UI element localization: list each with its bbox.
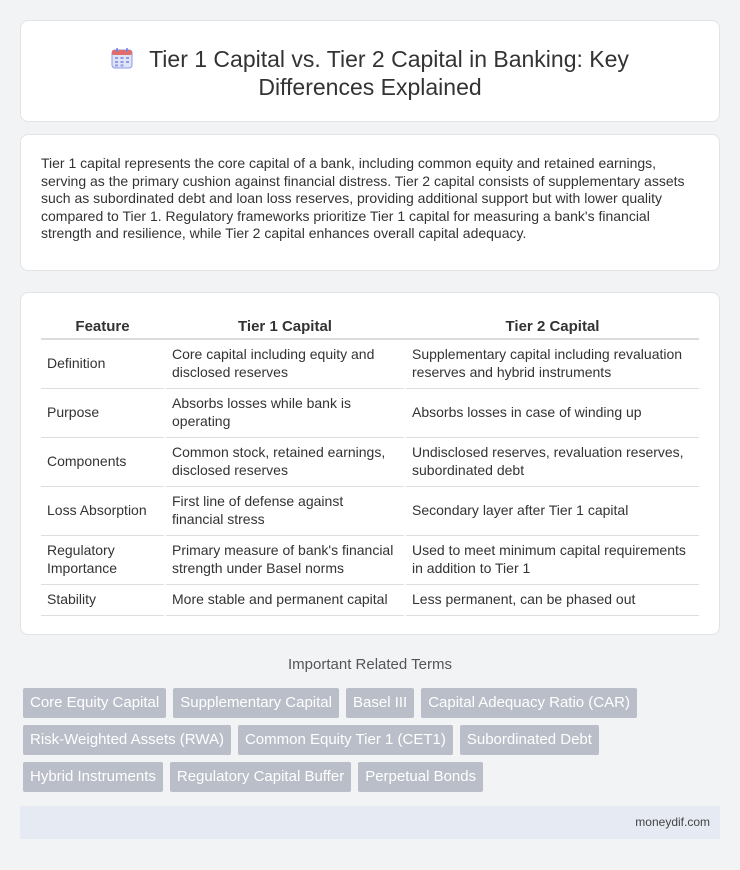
tag-risk-weighted-assets[interactable]: Risk-Weighted Assets (RWA)	[23, 725, 231, 755]
tier2-cell: Absorbs losses in case of winding up	[405, 388, 699, 437]
feature-cell: Loss Absorption	[41, 486, 165, 535]
feature-cell: Regulatory Importance	[41, 535, 165, 584]
header-feature: Feature	[41, 315, 165, 339]
footer-site-link[interactable]: moneydif.com	[635, 815, 710, 829]
tier2-cell: Less permanent, can be phased out	[405, 584, 699, 615]
table-row	[41, 535, 699, 584]
comparison-table	[41, 315, 699, 616]
tier2-cell: Undisclosed reserves, revaluation reserves, subordinated debt	[405, 437, 699, 486]
tier1-cell: Primary measure of bank's financial strength under Basel norms	[165, 535, 405, 584]
tag-row	[23, 688, 723, 718]
intro-paragraph: Tier 1 capital represents the core capital of a bank, including common equity and retained earnings, serving as the primary cushion against financial distress. Tier 2 capital consists of supplementary assets such as subordinated debt and loan loss reserves, providing additional support but with lower quality compared to Tier 1. Regulatory frameworks prioritize Tier 1 capital for measuring a bank's financial strength and resilience, while Tier 2 capital enhances overall capital adequacy.	[41, 155, 685, 242]
tag-core-equity-capital[interactable]: Core Equity Capital	[23, 688, 166, 718]
tag-subordinated-debt[interactable]: Subordinated Debt	[460, 725, 599, 755]
table-row	[41, 339, 699, 388]
header-tier2: Tier 2 Capital	[405, 315, 699, 339]
tier1-cell: More stable and permanent capital	[165, 584, 405, 615]
feature-cell: Stability	[41, 584, 165, 615]
related-terms-list	[23, 688, 723, 799]
tier1-cell: Core capital including equity and disclosed reserves	[165, 339, 405, 388]
table-header-row	[41, 315, 699, 339]
tier2-cell: Secondary layer after Tier 1 capital	[405, 486, 699, 535]
tag-common-equity-tier-1[interactable]: Common Equity Tier 1 (CET1)	[238, 725, 453, 755]
table-row	[41, 437, 699, 486]
tier1-cell: Absorbs losses while bank is operating	[165, 388, 405, 437]
related-terms-heading: Important Related Terms	[288, 656, 452, 673]
tag-row	[23, 725, 723, 755]
tier2-cell: Supplementary capital including revaluation reserves and hybrid instruments	[405, 339, 699, 388]
comparison-card	[20, 292, 720, 635]
tag-capital-adequacy-ratio[interactable]: Capital Adequacy Ratio (CAR)	[421, 688, 637, 718]
feature-cell: Purpose	[41, 388, 165, 437]
header-tier1: Tier 1 Capital	[165, 315, 405, 339]
table-row	[41, 584, 699, 615]
tier2-cell: Used to meet minimum capital requirements in addition to Tier 1	[405, 535, 699, 584]
footer	[20, 806, 720, 839]
tier1-cell: Common stock, retained earnings, disclosed reserves	[165, 437, 405, 486]
intro-card	[20, 134, 720, 271]
tag-regulatory-capital-buffer[interactable]: Regulatory Capital Buffer	[170, 762, 351, 792]
table-row	[41, 486, 699, 535]
page-title-wrap	[21, 45, 719, 101]
tag-basel-iii[interactable]: Basel III	[346, 688, 414, 718]
tag-hybrid-instruments[interactable]: Hybrid Instruments	[23, 762, 163, 792]
tag-supplementary-capital[interactable]: Supplementary Capital	[173, 688, 339, 718]
feature-cell: Components	[41, 437, 165, 486]
table-row	[41, 388, 699, 437]
tag-row	[23, 762, 723, 792]
tier1-cell: First line of defense against financial stress	[165, 486, 405, 535]
title-card	[20, 20, 720, 122]
calendar-icon	[111, 47, 133, 69]
tag-perpetual-bonds[interactable]: Perpetual Bonds	[358, 762, 483, 792]
page-title: Tier 1 Capital vs. Tier 2 Capital in Banking: Key Differences Explained	[149, 46, 629, 100]
feature-cell: Definition	[41, 339, 165, 388]
